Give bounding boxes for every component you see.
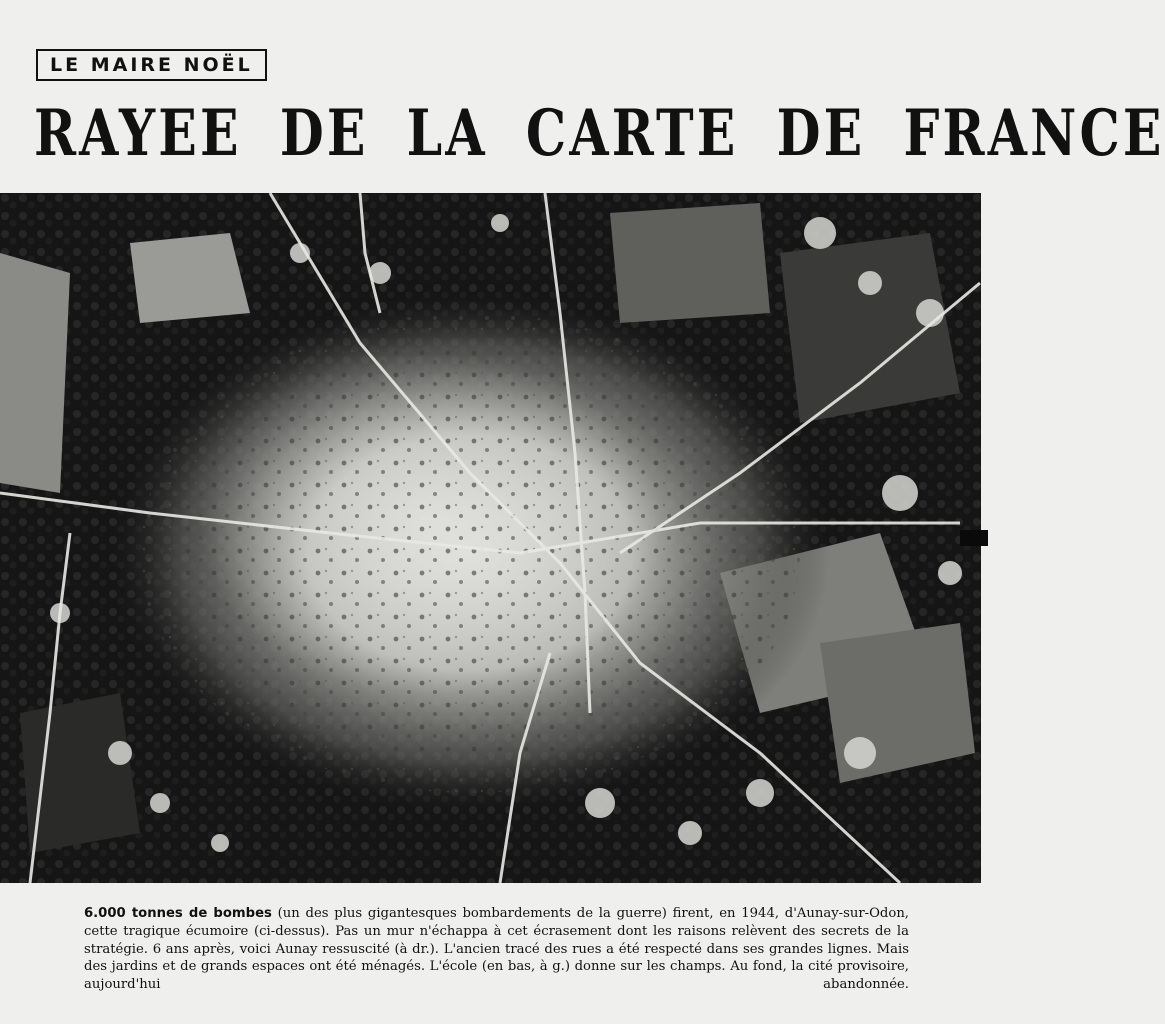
photo-caption	[84, 905, 909, 994]
caption-lead: 6.000 tonnes de bombes	[84, 906, 272, 921]
page-headline: RAYEE DE LA CARTE DE FRANCE	[34, 96, 1165, 171]
aerial-photo-illustration	[0, 193, 981, 883]
caption-body: (un des plus gigantesques bombardements de la guerre) firent, en 1944, d'Aunay-sur-Odon, cette tragique écumoire (ci-dessus). Pas un mur n'échappa à cet écrasement dont les raisons relèvent des secrets de la stratégie. 6 ans après, voici Aunay ressuscité (à dr.). L'ancien tracé des rues a été respecté dans ses grandes lignes. Mais des jardins et de grands espaces ont été ménagés. L'école (en bas, à g.) donne sur les champs. Au fond, la cité provisoire, aujourd'hui abandonnée.	[84, 906, 910, 993]
aerial-photo	[0, 193, 981, 883]
edge-marker	[960, 530, 988, 546]
section-kicker: LE MAIRE NOËL	[36, 49, 267, 81]
bomb-craters	[140, 313, 800, 793]
